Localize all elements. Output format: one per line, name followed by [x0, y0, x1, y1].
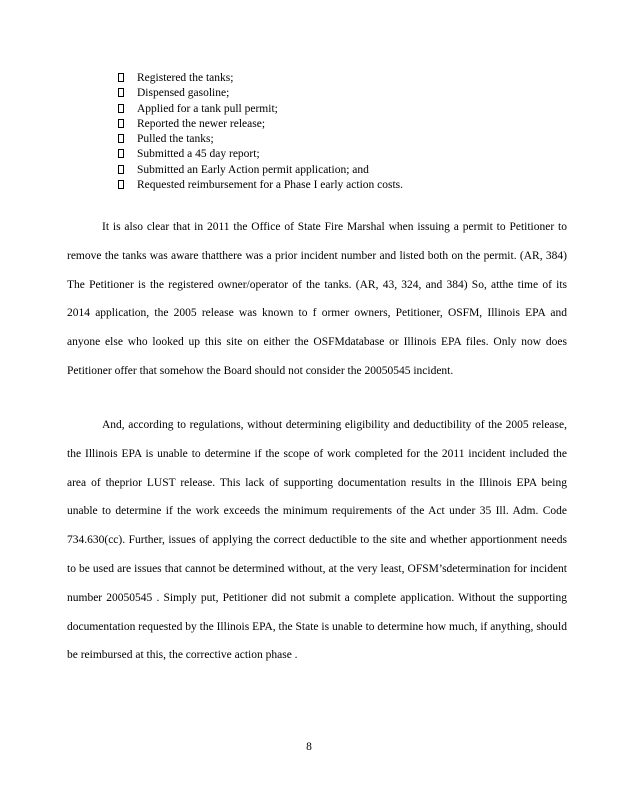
- bullet-box-icon: [118, 149, 124, 158]
- list-item-text: Submitted an Early Action permit application; and: [137, 163, 369, 176]
- list-item: [118, 147, 538, 162]
- list-item: [118, 178, 538, 193]
- bullet-box-icon: [118, 180, 124, 189]
- list-item-text: Registered the tanks;: [137, 72, 234, 84]
- list-item: [118, 117, 538, 132]
- paragraph-osfm-knowledge: It is also clear that in 2011 the Office of State Fire Marshal when issuing a permit to Petitioner to remove the tanks was aware thatthere was a prior incident number and listed both on the permit. (AR, 384) The Petitioner is the registered owner/operator of the tanks. (AR, 43, 324, and 384) So, atthe time of its 2014 application, the 2005 release was known to f ormer owners, Petitioner, OSFM, Illinois EPA and anyone else who looked up this site on either the OSFMdatabase or Illinois EPA files. Only now does Petitioner offer that somehow the Board should not consider the 20050545 incident.: [67, 221, 567, 377]
- bullet-box-icon: [118, 165, 124, 174]
- list-item: [118, 132, 538, 147]
- list-item-text: Dispensed gasoline;: [137, 87, 230, 100]
- bullet-box-icon: [118, 119, 124, 128]
- list-item-text: Applied for a tank pull permit;: [137, 102, 278, 115]
- list-item-text: Requested reimbursement for a Phase I early action costs.: [137, 179, 404, 192]
- list-item: [118, 102, 538, 117]
- list-item-text: Submitted a 45 day report;: [137, 148, 260, 161]
- bullet-box-icon: [118, 73, 124, 82]
- paragraph-regulations: And, according to regulations, without determining eligibility and deductibility of the 2005 release, the Illinois EPA is unable to determine if the scope of work completed for the 2011 incident included the area of theprior LUST release. This lack of supporting documentation results in the Illinois EPA being unable to determine if the work exceeds the minimum requirements of the Act under 35 Ill. Adm. Code 734.630(cc). Further, issues of applying the correct deductible to the site and whether apportionment needs to be used are issues that cannot be determined without, at the very least, OFSM’sdetermination for incident number 20050545 . Simply put, Petitioner did not submit a complete application. Without the supporting documentation requested by the Illinois EPA, the State is unable to determine how much, if anything, should be reimbursed at this, the corrective action phase .: [67, 419, 567, 662]
- list-item-text: Reported the newer release;: [137, 117, 266, 130]
- list-item: [118, 71, 538, 86]
- bullet-box-icon: [118, 134, 124, 143]
- bullet-box-icon: [118, 88, 124, 97]
- bullet-list: [118, 71, 538, 193]
- bullet-box-icon: [118, 104, 124, 113]
- page-number: 8: [306, 741, 312, 753]
- list-item: [118, 86, 538, 101]
- list-item-text: Pulled the tanks;: [137, 133, 214, 146]
- list-item: [118, 163, 538, 178]
